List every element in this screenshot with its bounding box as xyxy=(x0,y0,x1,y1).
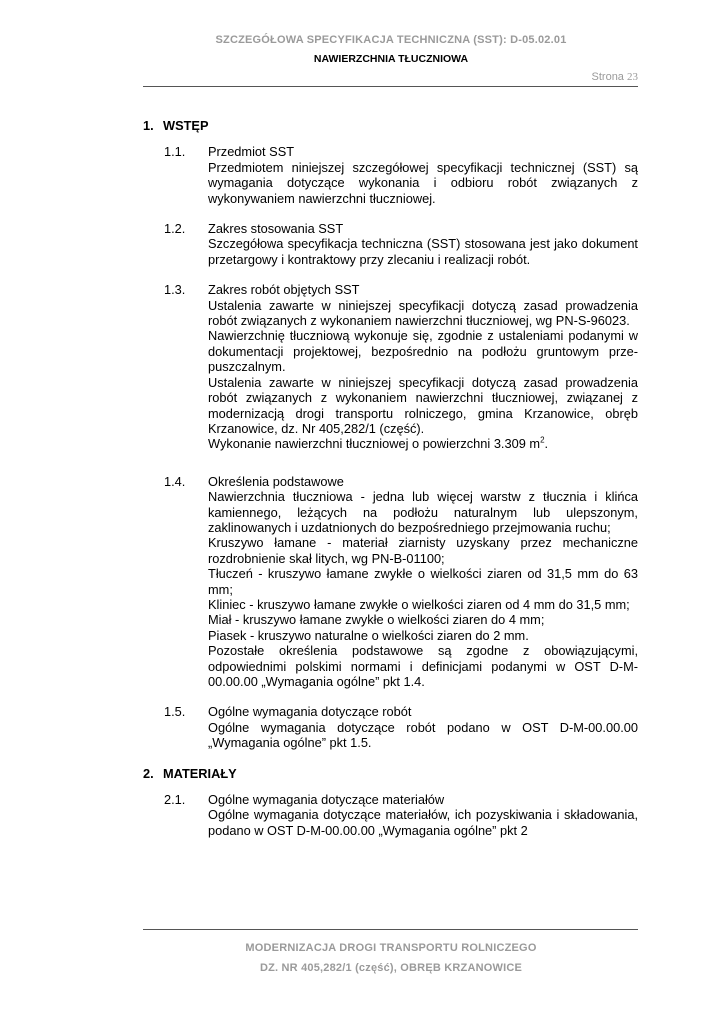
subsection-title: Przedmiot SST xyxy=(208,144,295,160)
subsection-title: Określenia podstawowe xyxy=(208,473,344,489)
spec-title: SZCZEGÓŁOWA SPECYFIKACJA TECHNICZNA (SST): D-05.02.01 xyxy=(215,34,567,46)
subsection-number: 1.2. xyxy=(164,221,186,237)
paragraph: Ogólne wymagania dotyczące robót podano w OST D-M-00.00.00 „Wymagania ogólne” pkt 1.5. xyxy=(208,719,638,751)
paragraph: Pozostałe określenia podstawowe są zgodne z obowiązującymi, odpowiednimi polskimi normami i definicjami podanymi w OST D-M-00.00.00 „Wymagania ogólne” pkt 1.4. xyxy=(208,643,638,689)
section-number: 1. xyxy=(143,118,154,133)
document-body xyxy=(143,118,638,838)
page-number-value: 23 xyxy=(627,71,638,83)
section-heading xyxy=(143,118,638,133)
definition: Piasek - kruszywo naturalne o wielkości ziaren do 2 mm. xyxy=(208,627,529,643)
footer-rule xyxy=(143,929,638,930)
footer-plot-info: DZ. NR 405,282/1 (część), OBRĘB KRZANOWICE xyxy=(259,962,523,974)
subsection-number: 2.1. xyxy=(164,792,186,808)
paragraph: Ustalenia zawarte w niniejszej specyfikacji dotyczą zasad prowadzenia robót związanych z wykonaniem nawierzchni tłuczniowej, związanej z modernizacją drogi transportu rolniczego, gmina Krzanowice, obręb Krzanowice, dz. Nr 405,282/1 (część). xyxy=(208,374,638,436)
footer-project-title: MODERNIZACJA DROGI TRANSPORTU ROLNICZEGO xyxy=(245,942,537,954)
page-number xyxy=(592,71,638,83)
page-label: Strona xyxy=(591,71,624,83)
subsection xyxy=(143,144,638,206)
subsection-number: 1.1. xyxy=(164,144,186,160)
paragraph: Ogólne wymagania dotyczące materiałów, ich pozyskiwania i składowania, podano w OST D-M-00.00.00 „Wymagania ogólne” pkt 2 xyxy=(208,807,638,838)
subsection-number: 1.4. xyxy=(164,473,186,489)
definition: Kliniec - kruszywo łamane zwykłe o wielkości ziaren od 4 mm do 31,5 mm; xyxy=(208,596,630,612)
subsection xyxy=(143,704,638,750)
subsection-title: Zakres stosowania SST xyxy=(208,221,344,237)
subsection-title: Zakres robót objętych SST xyxy=(208,282,360,298)
area-paragraph: Wykonanie nawierzchni tłuczniowej o powierzchni 3.309 $m^2$. xyxy=(208,436,549,452)
definition: Nawierzchnia tłuczniowa - jedna lub więcej warstw z tłucznia i klińca kamiennego, leżących na podłożu naturalnym lub ulepszonym, zaklinowanych i uzdatnionych do bezpośredniego przejmowania ruchu; xyxy=(208,489,638,535)
subsection xyxy=(143,474,638,690)
header-rule xyxy=(143,86,638,87)
paragraph: Ustalenia zawarte w niniejszej specyfikacji dotyczą zasad prowadzenia robót związanych z wykonaniem nawierzchni tłuczniowej, wg PN-S-96023. xyxy=(208,297,638,329)
definition: Tłuczeń - kruszywo łamane zwykłe o wielkości ziaren od 31,5 mm do 63 mm; xyxy=(208,566,638,597)
subsection-number: 1.3. xyxy=(164,282,186,298)
subsection-title: Ogólne wymagania dotyczące materiałów xyxy=(208,792,445,808)
subsection xyxy=(143,221,638,267)
subsection-title: Ogólne wymagania dotyczące robót xyxy=(208,704,412,720)
section-title: MATERIAŁY xyxy=(163,765,237,781)
paragraph: Szczegółowa specyfikacja techniczna (SST) stosowana jest jako dokument przetargowy i kontraktowy przy zlecaniu i realizacji robót. xyxy=(208,236,638,267)
section-title: WSTĘP xyxy=(163,118,209,133)
paragraph: Nawierzchnię tłuczniową wykonuje się, zgodnie z ustaleniami podanymi w dokumentacji projektowej, bezpośrednio na podłożu gruntowym prze-puszczalnym. xyxy=(208,328,638,375)
document-subtitle: NAWIERZCHNIA TŁUCZNIOWA xyxy=(313,53,469,65)
subsection xyxy=(143,792,638,838)
definition: Miał - kruszywo łamane zwykłe o wielkości ziaren do 4 mm; xyxy=(208,612,545,628)
paragraph: Przedmiotem niniejszej szczegółowej specyfikacji technicznej (SST) są wymagania dotyczące wykonania i odbioru robót związanych z wykonywaniem nawierzchni tłuczniowej. xyxy=(208,159,638,206)
section-number: 2. xyxy=(143,765,154,781)
subsection xyxy=(143,282,638,451)
subsection-number: 1.5. xyxy=(164,704,186,720)
section-heading xyxy=(143,766,638,781)
definition: Kruszywo łamane - materiał ziarnisty uzyskany przez mechaniczne rozdrobnienie skał litych, wg PN-B-01100; xyxy=(208,535,638,566)
